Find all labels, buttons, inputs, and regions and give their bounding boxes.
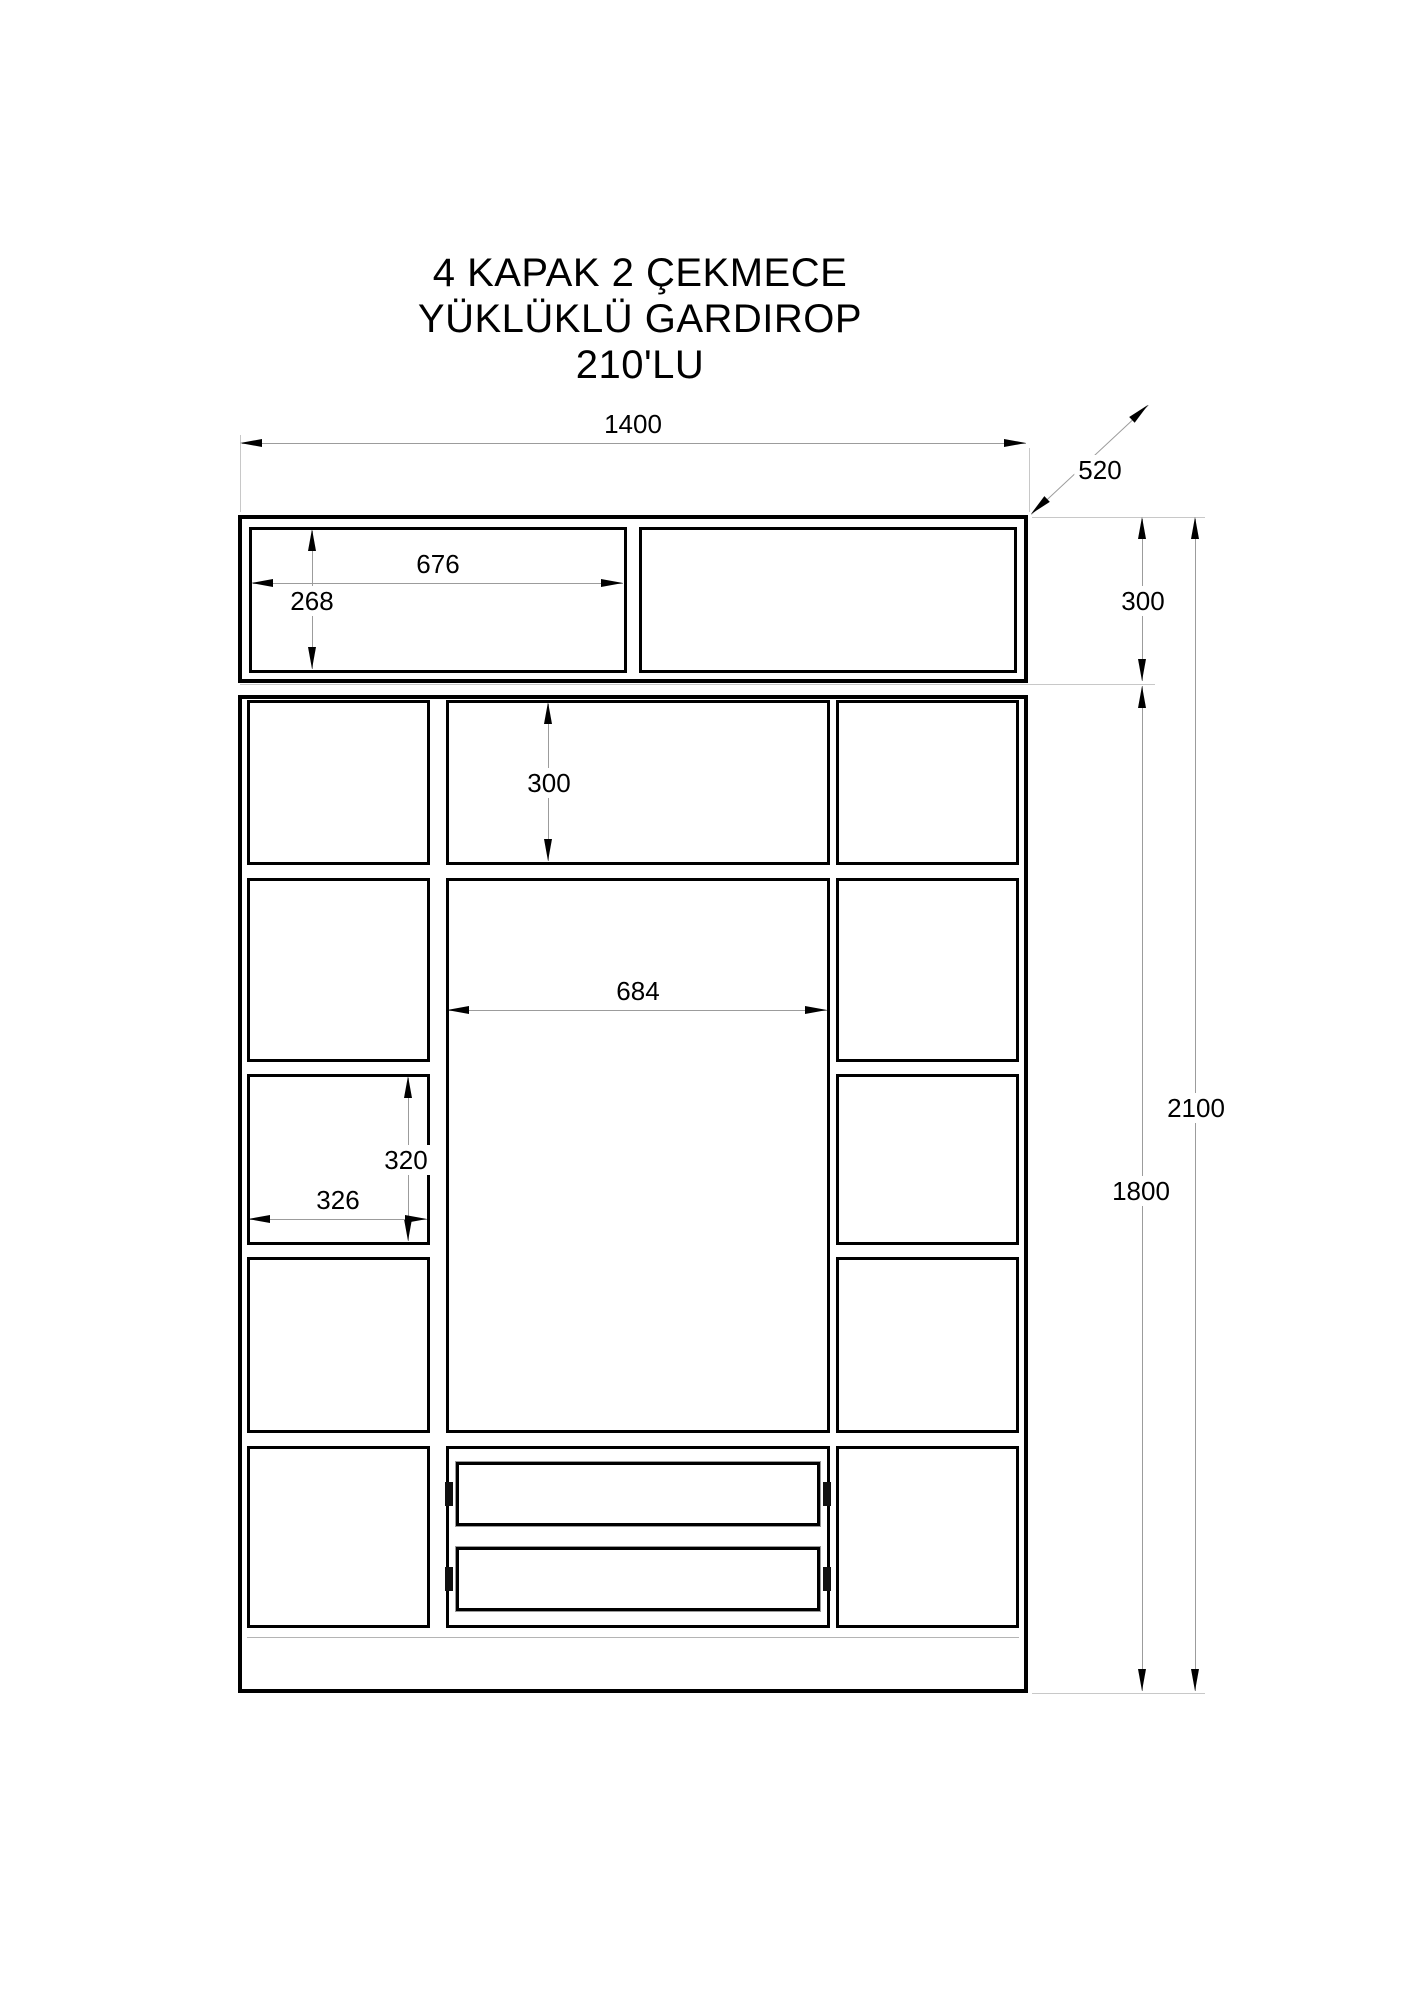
dim-line xyxy=(250,1219,427,1220)
dim-line xyxy=(253,583,623,584)
dim-arrow-right-icon xyxy=(405,1215,427,1223)
dim-arrow-down-icon xyxy=(1138,1669,1146,1691)
drawer-2-left-slide xyxy=(445,1567,453,1591)
dim-line xyxy=(242,443,1026,444)
dim-arrow-down-icon xyxy=(308,647,316,669)
dim-arrow-down-icon xyxy=(544,839,552,861)
left-compartment-5 xyxy=(247,1446,430,1628)
middle-hanging-compartment xyxy=(446,878,830,1433)
dim-label-upper-middle-shelf-height: 300 xyxy=(523,768,574,798)
dim-arrow-right-icon xyxy=(805,1006,827,1014)
dim-arrow-up-icon xyxy=(1138,686,1146,708)
left-compartment-1 xyxy=(247,700,430,865)
plinth-line xyxy=(247,1637,1019,1638)
drawer-2 xyxy=(456,1547,820,1611)
dim-arrow-right-icon xyxy=(601,579,623,587)
extension-line-width-right xyxy=(1029,448,1030,512)
dim-arrow-up-icon xyxy=(1138,517,1146,539)
drawer-2-right-slide xyxy=(823,1567,831,1591)
dim-arrow-out-icon xyxy=(1129,402,1151,423)
title-line-1: 4 KAPAK 2 ÇEKMECE xyxy=(432,251,848,295)
dim-arrow-up-icon xyxy=(544,702,552,724)
right-compartment-5 xyxy=(836,1446,1019,1628)
left-compartment-2 xyxy=(247,878,430,1062)
dim-arrow-up-icon xyxy=(1191,517,1199,539)
drawer-1-left-slide xyxy=(445,1482,453,1506)
dim-line xyxy=(449,1010,827,1011)
drawing-title xyxy=(290,250,990,388)
dim-arrow-left-icon xyxy=(248,1215,270,1223)
dim-arrow-left-icon xyxy=(251,579,273,587)
dim-arrow-up-icon xyxy=(404,1076,412,1098)
right-compartment-4 xyxy=(836,1257,1019,1433)
extension-line-bottom-edge xyxy=(1032,1693,1205,1694)
dim-label-depth: 520 xyxy=(1074,455,1125,485)
dim-label-overall-height: 2100 xyxy=(1163,1093,1229,1123)
dim-label-top-box-compartment-width: 676 xyxy=(416,549,460,579)
dim-arrow-left-icon xyxy=(240,439,262,447)
dim-label-left-shelf-width: 326 xyxy=(316,1185,360,1215)
extension-line-top-edge xyxy=(1032,517,1205,518)
dim-arrow-right-icon xyxy=(1004,439,1026,447)
extension-line-body-top xyxy=(240,684,1155,685)
drawer-1 xyxy=(456,1462,820,1526)
left-compartment-4 xyxy=(247,1257,430,1433)
dim-label-middle-section-width: 684 xyxy=(616,976,660,1006)
dim-arrow-down-icon xyxy=(1191,1669,1199,1691)
dim-arrow-down-icon xyxy=(1138,659,1146,681)
right-compartment-2 xyxy=(836,878,1019,1062)
middle-top-shelf-compartment xyxy=(446,700,830,865)
title-line-2: YÜKLÜKLÜ GARDIROP xyxy=(417,297,863,341)
dim-label-top-box-compartment-height: 268 xyxy=(286,586,337,616)
top-cabinet-right-compartment xyxy=(639,527,1017,673)
title-line-3: 210'LU xyxy=(575,343,705,387)
right-compartment-3 xyxy=(836,1074,1019,1245)
right-compartment-1 xyxy=(836,700,1019,865)
dim-label-body-height: 1800 xyxy=(1108,1176,1174,1206)
dim-arrow-up-icon xyxy=(308,529,316,551)
dim-arrow-left-icon xyxy=(447,1006,469,1014)
dim-arrow-corner-icon xyxy=(1028,496,1050,517)
dim-label-overall-width: 1400 xyxy=(604,409,662,439)
dim-label-top-box-height: 300 xyxy=(1117,586,1168,616)
drawer-1-right-slide xyxy=(823,1482,831,1506)
dim-label-left-shelf-height: 320 xyxy=(380,1145,431,1175)
